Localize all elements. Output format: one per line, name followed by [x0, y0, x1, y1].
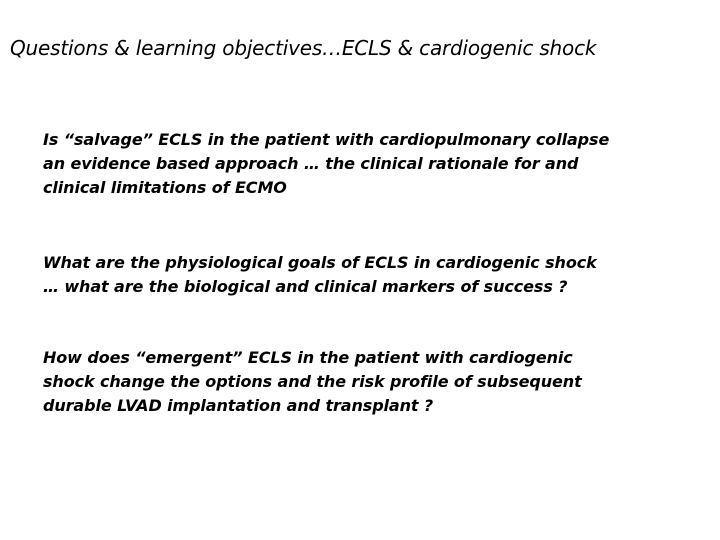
question-emergent-ecls: [43, 346, 683, 418]
question-line: … what are the biological and clinical markers of success ?: [43, 277, 568, 296]
question-line: How does “emergent” ECLS in the patient with cardiogenic: [43, 348, 573, 367]
question-line: clinical limitations of ECMO: [43, 178, 287, 197]
question-line: an evidence based approach … the clinical rationale for and: [43, 154, 579, 173]
question-physiological-goals: [43, 251, 683, 299]
question-line: What are the physiological goals of ECLS in cardiogenic shock: [43, 253, 597, 272]
question-salvage-ecls: [43, 128, 683, 200]
question-line: shock change the options and the risk profile of subsequent: [43, 372, 582, 391]
question-line: durable LVAD implantation and transplant ?: [43, 396, 434, 415]
slide-title: Questions & learning objectives…ECLS & cardiogenic shock: [10, 36, 597, 60]
question-line: Is “salvage” ECLS in the patient with cardiopulmonary collapse: [43, 130, 610, 149]
